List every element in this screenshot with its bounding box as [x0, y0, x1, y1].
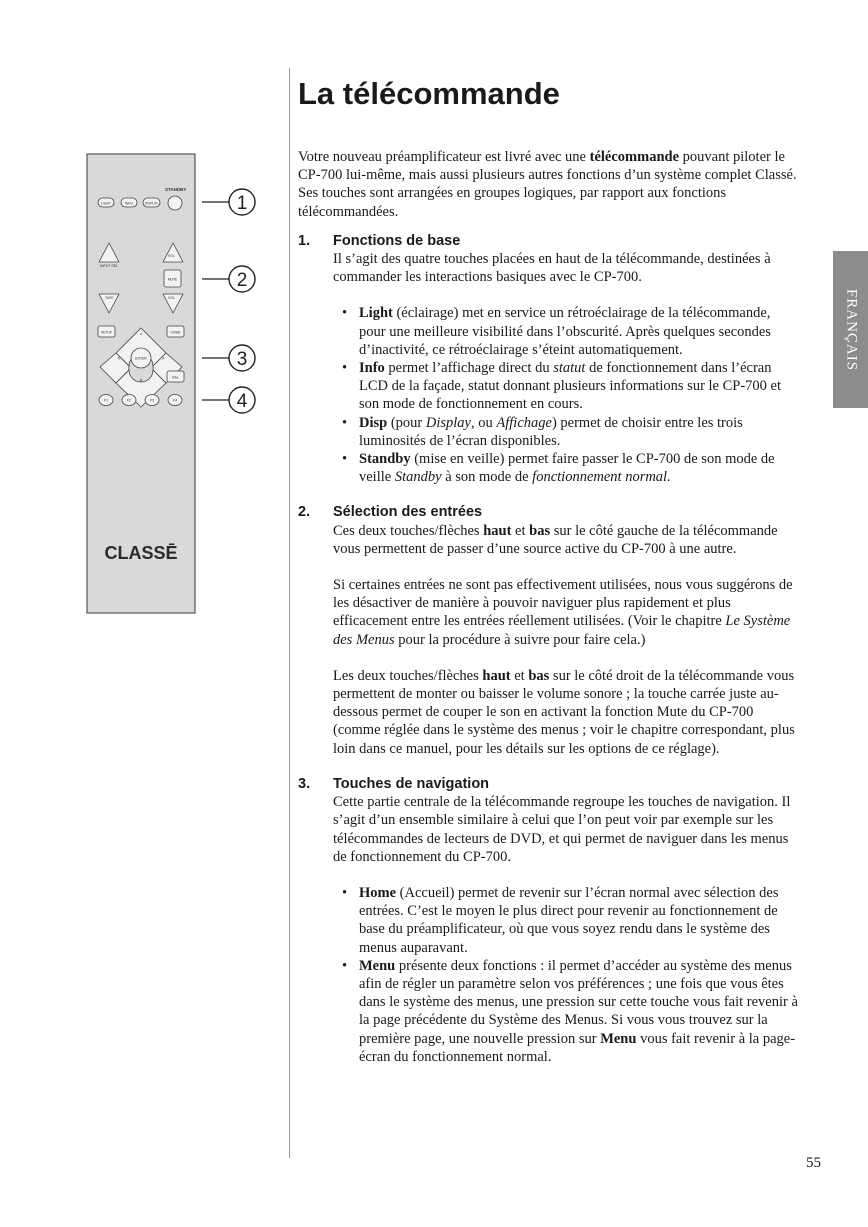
- callout-markers: [196, 180, 266, 420]
- nav-down-glyph: v: [139, 378, 143, 384]
- section-3: [298, 775, 798, 1066]
- italic-text: fonctionnement normal.: [532, 469, 671, 486]
- text-run: ) permet de choisir entre les trois luminosités de l’écran disponibles.: [359, 414, 743, 449]
- section-title: Touches de navigation: [333, 775, 490, 792]
- vol-up-label: VOL: [168, 254, 175, 258]
- language-tab: [833, 251, 868, 408]
- bullet-item: [333, 414, 798, 450]
- f3-label: F3: [149, 398, 155, 403]
- text-run: , ou: [471, 414, 497, 431]
- tape-label: TAPE: [105, 296, 114, 300]
- column-divider: [289, 68, 290, 1158]
- bold-text: Light: [359, 305, 393, 322]
- text-run: vous fait revenir à la page-écran du fonctionnement normal.: [359, 1030, 796, 1065]
- text-run: (éclairage) met en service un rétroéclairage de la télécommande, pour une meilleure visibilité dans l’obscurité. Après quelques secondes d’inactivité, ce rétroéclairage s’éteint automatiquement.: [359, 305, 771, 358]
- bullet-item: [333, 450, 798, 486]
- section-title: Fonctions de base: [333, 232, 461, 249]
- input-sel-label: INPUT SEL: [100, 264, 119, 268]
- callout-number-2: 2: [236, 270, 248, 291]
- section-number: 2.: [298, 504, 311, 521]
- f4-label: F4: [172, 398, 178, 403]
- italic-text: Affichage: [496, 414, 552, 431]
- text-run: (pour: [387, 414, 426, 431]
- text-run: Ces deux touches/flèches: [333, 522, 484, 539]
- section-paragraph: [333, 667, 798, 758]
- bold-text: télécommande: [589, 149, 680, 165]
- remote-control-illustration: [86, 153, 196, 614]
- mute-label: MUTE: [167, 277, 178, 282]
- callout-number-3: 3: [236, 349, 248, 370]
- bold-text: Disp: [359, 414, 388, 431]
- bullet-item: [333, 957, 798, 1066]
- standby-label: STANDBY: [165, 187, 187, 192]
- italic-text: Le Système des Menus: [333, 613, 791, 648]
- text-run: pour la procédure à suivre pour faire cela.): [394, 631, 646, 648]
- bold-text: bas: [529, 522, 551, 539]
- italic-text: statut: [553, 360, 586, 377]
- bullet-icon: •: [342, 305, 348, 322]
- text-run: Il s’agit des quatre touches placées en haut de la télécommande, destinées à commander les interactions basiques avec le CP-700.: [333, 251, 771, 286]
- section-paragraph: [333, 576, 798, 649]
- section-2: [298, 503, 798, 757]
- nav-up-glyph: ^: [139, 333, 143, 339]
- bullet-icon: •: [342, 957, 348, 974]
- bullet-icon: •: [342, 414, 348, 431]
- bold-text: haut: [483, 522, 512, 539]
- italic-text: Display: [425, 414, 471, 431]
- body-text: [298, 148, 798, 1083]
- enter-label: ENTER: [135, 356, 147, 361]
- bold-text: bas: [528, 667, 550, 684]
- italic-text: Standby: [394, 469, 442, 486]
- bullet-icon: •: [342, 451, 348, 468]
- bullet-item: [333, 884, 798, 957]
- callout-number-4: 4: [236, 391, 248, 412]
- section-title: Sélection des entrées: [333, 504, 483, 521]
- text-run: et: [511, 522, 530, 539]
- nav-right-glyph: >: [161, 356, 165, 362]
- bullet-list: [333, 884, 798, 1066]
- text-run: permet l’affichage direct du: [384, 360, 554, 377]
- text-run: sur le côté gauche de la télécommande vous permettent de passer d’une source active du CP-700 à une autre.: [333, 522, 778, 557]
- text-run: (Accueil) permet de revenir sur l’écran normal avec sélection des entrées. C’est le moyen le plus direct pour revenir au fonctionnement de base du préamplificateur, où que vous soyez rendu dans le système des menus auparavant.: [359, 884, 779, 956]
- display-button-label: DISPLAY: [144, 201, 159, 206]
- vol-down-label: VOL: [168, 296, 175, 300]
- text-run: présente deux fonctions : il permet d’accéder au système des menus afin de régler un paramètre selon vos préférences ; une fois que vous êtes dans le système des menus, une pression sur cette touche vous fait revenir à la page précédente du Système des Menus. Si vous vous trouvez sur la première page, une nouvelle pression sur: [359, 957, 798, 1047]
- home-label: HOME: [170, 330, 181, 335]
- section-paragraph: [333, 250, 798, 286]
- intro-paragraph: [298, 148, 798, 221]
- bold-text: Menu: [359, 957, 396, 974]
- light-button-label: LIGHT: [101, 201, 111, 206]
- callout-number-1: 1: [236, 193, 248, 214]
- section-1: [298, 232, 798, 487]
- section-paragraph: [333, 793, 798, 866]
- bullet-item: [333, 359, 798, 414]
- f1-label: F1: [103, 398, 109, 403]
- bullet-icon: •: [342, 884, 348, 901]
- bold-text: Standby: [359, 451, 411, 468]
- sections: [298, 232, 798, 1066]
- section-number: 1.: [298, 232, 311, 249]
- info-button-label: INFO: [124, 201, 134, 206]
- setup-label: SETUP: [101, 330, 112, 335]
- standby-button: [168, 196, 182, 210]
- section-paragraph: [333, 522, 798, 558]
- text-run: (mise en veille) permet faire passer le CP-700 de son mode de veille: [359, 451, 775, 486]
- bullet-icon: •: [342, 360, 348, 377]
- text-run: pouvant piloter le CP-700 lui-même, mais aussi plusieurs autres fonctions d’un système complet Classé. Ses touches sont arrangées en groupes logiques, par rapport aux fonctions télécommandées.: [298, 149, 797, 220]
- classe-logo: CLASSĒ: [104, 543, 178, 563]
- text-run: Cette partie centrale de la télécommande regroupe les touches de navigation. Il s’agit d’un ensemble similaire à celui que l’on peut voir par exemple sur les télécommandes de lecteurs de DVD, et qui permet de naviguer dans les menus de fonctionnement du CP-700.: [333, 794, 791, 865]
- f2-label: F2: [126, 398, 132, 403]
- bal-label: BAL: [172, 375, 179, 380]
- section-number: 3.: [298, 775, 311, 792]
- bullet-list: [333, 304, 798, 486]
- text-run: Si certaines entrées ne sont pas effectivement utilisées, nous vous suggérons de les désactiver de manière à pouvoir naviguer plus rapidement et plus efficacement entre les entrées réellement utilisées. (Voir le chapitre: [333, 577, 793, 630]
- text-run: et: [510, 667, 529, 684]
- text-run: Les deux touches/flèches: [333, 667, 483, 684]
- bold-text: Menu: [600, 1030, 637, 1047]
- page-title: La télécommande: [298, 76, 560, 111]
- page-number: 55: [806, 1155, 821, 1171]
- text-run: Votre nouveau préamplificateur est livré avec une: [298, 149, 590, 165]
- bold-text: Info: [359, 360, 385, 377]
- language-tab-label: FRANÇAIS: [843, 288, 859, 371]
- bold-text: Home: [359, 884, 397, 901]
- text-run: à son mode de: [441, 469, 533, 486]
- bullet-item: [333, 304, 798, 359]
- text-run: sur le côté droit de la télécommande vous permettent de monter ou baisser le volume sonore ; la touche carrée juste au-dessous permet de couper le son en activant la fonction Mute du CP-700 (comme réglée dans le système des menus ; voir le chapitre correspondant, plus loin dans ce manuel, pour les détails sur les options de ce réglage).: [333, 667, 795, 757]
- bold-text: haut: [482, 667, 511, 684]
- text-run: de fonctionnement dans l’écran LCD de la façade, statut donnant plusieurs informations sur le CP-700 et son mode de fonctionnement en cours.: [359, 360, 782, 413]
- nav-left-glyph: <: [117, 356, 121, 362]
